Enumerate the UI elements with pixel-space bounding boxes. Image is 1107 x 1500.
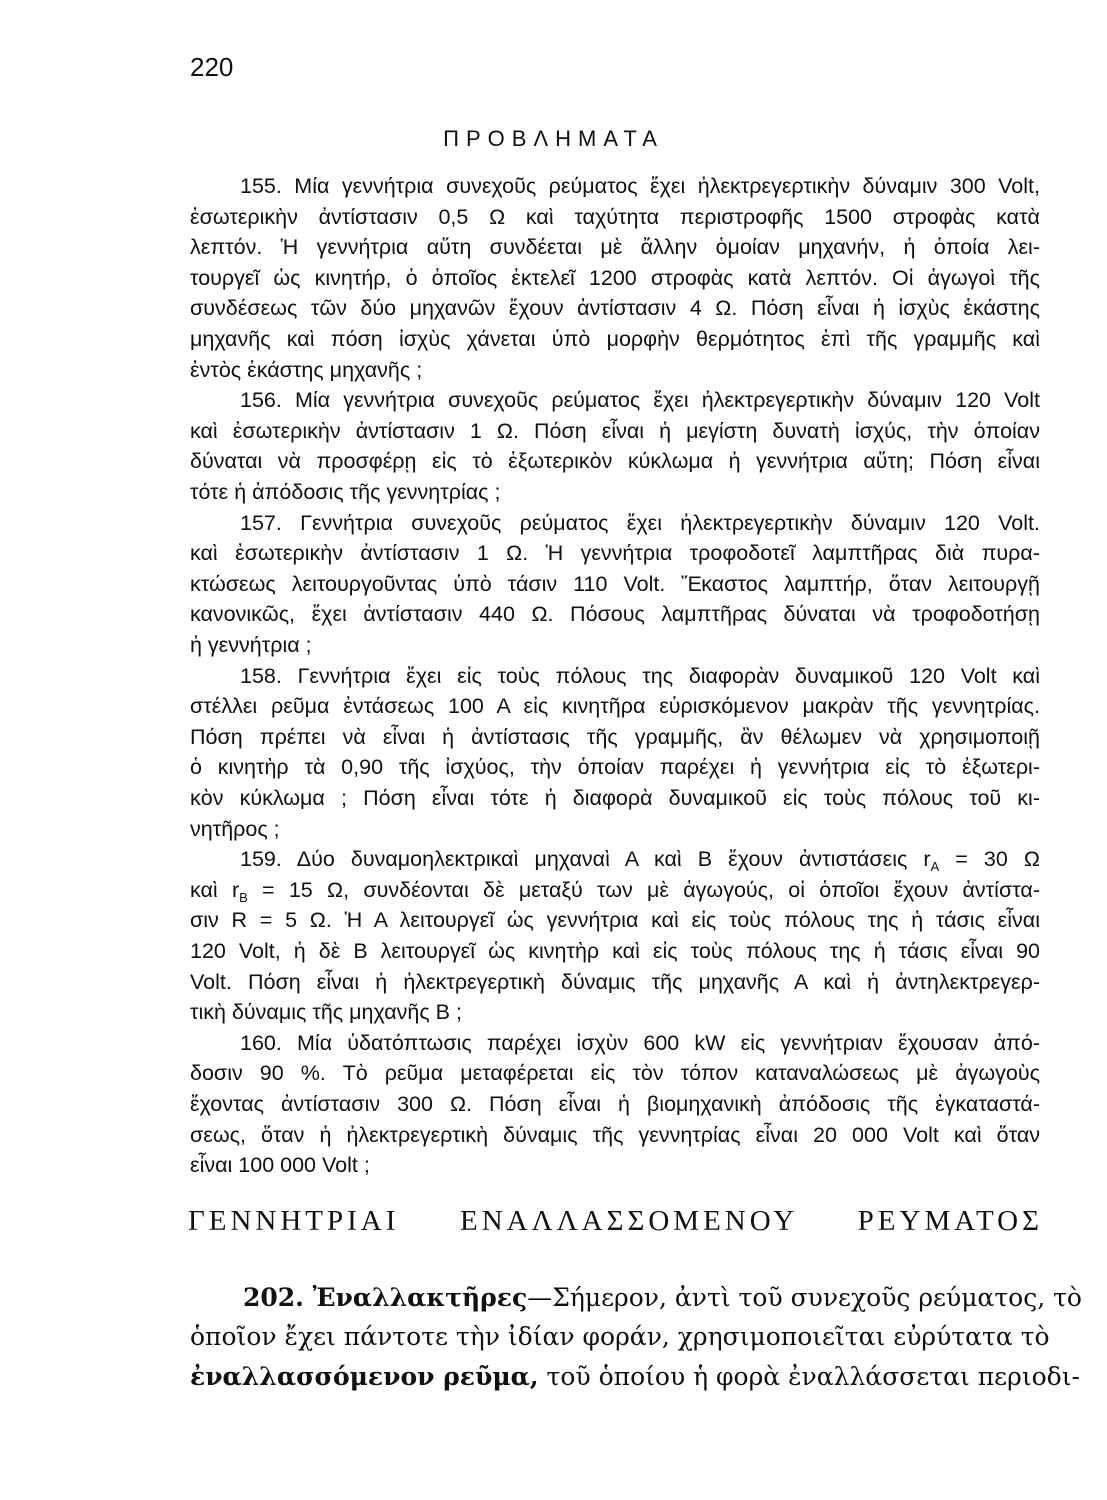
problem-line: [190, 1121, 1040, 1149]
problem-line: [190, 692, 1040, 720]
line-text: στέλλει ρεῦμα ἐντάσεως 100 Α εἰς κινητῆρα εὑρισκόμενον μακρὰν τῆς γεννητρίας.: [190, 694, 1040, 719]
line-text: 157. Γεννήτρια συνεχοῦς ρεύματος ἔχει ἠλεκτρεγερτικὴν δύναμιν 120 Volt.: [240, 510, 1040, 535]
problem-line: [190, 631, 1040, 659]
line-text: Πόση πρέπει νὰ εἶναι ἡ ἀντίστασις τῆς γραμμῆς, ἂν θέλωμεν νὰ χρησιμοποιῇ: [190, 724, 1040, 749]
problem-line: [190, 356, 1040, 384]
problem-line: [190, 233, 1040, 261]
line-text: 156. Μία γεννήτρια συνεχοῦς ρεύματος ἔχει ἠλεκτρεγερτικὴν δύναμιν 120 Volt: [240, 388, 1040, 413]
line-text: σεως, ὅταν ἡ ἠλεκτρεγερτικὴ δύναμις τῆς γεννητρίας εἶναι 20 000 Volt καὶ ὅταν: [190, 1122, 1040, 1147]
subscript: A: [930, 859, 940, 875]
line-text: λεπτόν. Ἡ γεννήτρια αὕτη συνδέεται μὲ ἄλλην ὁμοίαν μηχανήν, ἡ ὁποία λει-: [190, 235, 1040, 260]
line-text: μηχανῆς καὶ πόση ἰσχὺς χάνεται ὑπὸ μορφὴν θερμότητος ἐπὶ τῆς γραμμῆς καὶ: [190, 327, 1040, 351]
problem-line: [240, 1029, 1040, 1057]
line-text: ἐσωτερικὴν ἀντίστασιν 0,5 Ω καὶ ταχύτητα περιστροφῆς 1500 στροφὰς κατὰ: [190, 204, 1040, 229]
line-text: = 30 Ω: [939, 847, 1040, 872]
line-text: 159. Δύο δυναμοηλεκτρικαὶ μηχαναὶ Α καὶ Β ἔχουν ἀντιστάσεις r: [240, 847, 931, 872]
problem-line: [190, 570, 1040, 598]
problem-line: [190, 417, 1040, 445]
problem-line: [190, 600, 1040, 628]
line-text: καὶ ἐσωτερικὴν ἀντίστασιν 1 Ω. Ἡ γεννήτρια τροφοδοτεῖ λαμπτῆρας διὰ πυρα-: [190, 541, 1040, 566]
problem-line: [240, 172, 1040, 200]
chapter-heading: ΓΕΝΝΗΤΡΙΑΙ ΕΝΑΛΛΑΣΣΟΜΕΝΟΥ ΡΕΥΜΑΤΟΣ: [188, 1205, 1043, 1237]
section-title: ΠΡΟΒΛΗΜΑΤΑ: [443, 126, 664, 151]
line-text: νητῆρος ;: [190, 816, 280, 841]
problem-line: [190, 1090, 1040, 1118]
problem-line: [190, 478, 1040, 506]
problem-line: [190, 294, 1040, 322]
problem-line: [240, 386, 1040, 414]
section-202-line-1: [243, 1282, 1082, 1314]
line-text: 160. Μία ὑδατόπτωσις παρέχει ἰσχὺν 600 kW εἰς γεννήτριαν ἔχουσαν ἀπό-: [240, 1030, 1040, 1055]
section-202-line-2: ὁποῖον ἔχει πάντοτε τὴν ἰδίαν φοράν, χρησιμοποιεῖται εὐρύτατα τὸ: [190, 1322, 1050, 1351]
problem-line: [190, 1059, 1040, 1087]
line-text: ἐντὸς ἑκάστης μηχανῆς ;: [190, 357, 423, 382]
line-text: σιν R = 5 Ω. Ἡ Α λειτουργεῖ ὡς γεννήτρια καὶ εἰς τοὺς πόλους της ἡ τάσις εἶναι: [190, 908, 1040, 933]
section-202-text: —Σήμερον, ἀντὶ τοῦ συνεχοῦς ρεύματος, τὸ: [527, 1283, 1082, 1312]
line-text: δοσιν 90 %. Τὸ ρεῦμα μεταφέρεται εἰς τὸν τόπον καταναλώσεως μὲ ἀγωγοὺς: [190, 1061, 1040, 1086]
line-text: ὁ κινητὴρ τὰ 0,90 τῆς ἰσχύος, τὴν ὁποίαν παρέχει ἡ γεννήτρια εἰς τὸ ἐξωτερι-: [190, 755, 1040, 780]
problem-line: [190, 723, 1040, 751]
problem-line: [190, 784, 1040, 812]
line-text: κανονικῶς, ἔχει ἀντίστασιν 440 Ω. Πόσους λαμπτῆρας δύναται νὰ τροφοδοτήσῃ: [190, 602, 1040, 627]
problem-line: [190, 264, 1040, 292]
section-202-heading: 202. Ἐναλλακτῆρες: [243, 1283, 528, 1312]
line-text: καὶ r: [190, 877, 240, 902]
line-text: κτώσεως λειτουργοῦντας ὑπὸ τάσιν 110 Volt. Ἕκαστος λαμπτήρ, ὅταν λειτουργῇ: [190, 571, 1040, 596]
line-text: τικὴ δύναμις τῆς μηχανῆς Β ;: [190, 1000, 462, 1025]
line-text: Volt. Πόση εἶναι ἡ ἠλεκτρεγερτικὴ δύναμις τῆς μηχανῆς Α καὶ ἡ ἀντηλεκτρεγερ-: [190, 969, 1040, 994]
line-text: 158. Γεννήτρια ἔχει εἰς τοὺς πόλους της διαφορὰν δυναμικοῦ 120 Volt καὶ: [240, 663, 1040, 688]
line-text: = 15 Ω, συνδέονται δὲ μεταξύ των μὲ ἀγωγούς, οἱ ὁποῖοι ἔχουν ἀντίστα-: [247, 877, 1040, 902]
line-text: ἡ γεννήτρια ;: [190, 633, 312, 657]
problem-line: [240, 662, 1040, 690]
problem-line: [190, 447, 1040, 475]
problem-line: [190, 906, 1040, 934]
problem-line: [190, 937, 1040, 965]
problem-line: [190, 968, 1040, 996]
line-text: ἔχοντας ἀντίστασιν 300 Ω. Πόση εἶναι ἡ βιομηχανικὴ ἀπόδοσις τῆς ἐγκαταστά-: [190, 1092, 1040, 1116]
section-202-line-3: [190, 1361, 1080, 1393]
section-202-term: ἐναλλασσόμενον ρεῦμα,: [190, 1362, 539, 1391]
problem-line: [190, 539, 1040, 567]
section-202-text: τοῦ ὁποίου ἡ φορὰ ἐναλλάσσεται περιοδι-: [538, 1362, 1080, 1391]
problem-line: [190, 998, 1040, 1026]
line-text: κὸν κύκλωμα ; Πόση εἶναι τότε ἡ διαφορὰ δυναμικοῦ εἰς τοὺς πόλους τοῦ κι-: [190, 786, 1040, 810]
problem-line: [190, 203, 1040, 231]
line-text: συνδέσεως τῶν δύο μηχανῶν ἔχουν ἀντίστασιν 4 Ω. Πόση εἶναι ἡ ἰσχὺς ἑκάστης: [190, 296, 1040, 321]
subscript: B: [239, 889, 248, 905]
page-number: 220: [190, 52, 234, 82]
line-text: 120 Volt, ἡ δὲ Β λειτουργεῖ ὡς κινητὴρ καὶ εἰς τοὺς πόλους της ἡ τάσις εἶναι 90: [190, 939, 1040, 963]
problem-line: [240, 509, 1040, 537]
line-text: καὶ ἐσωτερικὴν ἀντίστασιν 1 Ω. Πόση εἶναι ἡ μεγίστη δυνατὴ ἰσχύς, τὴν ὁποίαν: [190, 418, 1040, 443]
line-text: τουργεῖ ὡς κινητήρ, ὁ ὁποῖος ἐκτελεῖ 1200 στροφὰς κατὰ λεπτόν. Οἱ ἀγωγοὶ τῆς: [190, 265, 1040, 290]
line-text: 155. Μία γεννήτρια συνεχοῦς ρεύματος ἔχει ἠλεκτρεγερτικὴν δύναμιν 300 Volt,: [240, 174, 1040, 198]
problem-line: [190, 753, 1040, 781]
line-text: εἶναι 100 000 Volt ;: [190, 1153, 370, 1178]
problem-line: [190, 815, 1040, 843]
problem-line: [190, 1151, 1040, 1179]
line-text: δύναται νὰ προσφέρῃ εἰς τὸ ἐξωτερικὸν κύκλωμα ἡ γεννήτρια αὕτη; Πόση εἶναι: [190, 449, 1040, 474]
problem-line: [190, 325, 1040, 353]
line-text: τότε ἡ ἀπόδοσις τῆς γεννητρίας ;: [190, 480, 501, 504]
